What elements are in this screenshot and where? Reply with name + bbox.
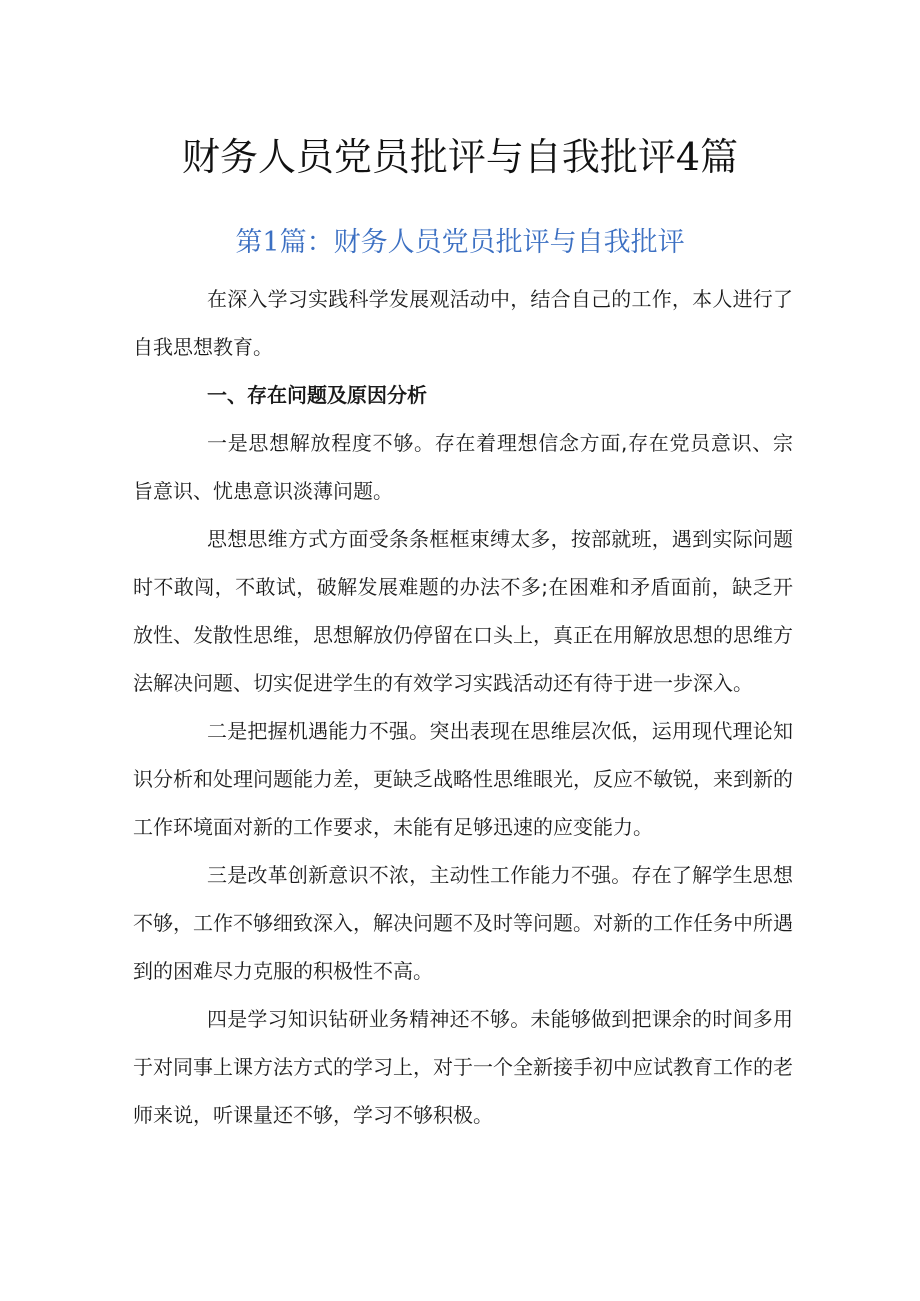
problem-paragraph: 二是把握机遇能力不强。突出表现在思维层次低，运用现代理论知识分析和处理问题能力差，更缺乏战略性思维眼光，反应不敏锐，来到新的工作环境面对新的工作要求，未能有足够迅速的应变能力。 xyxy=(133,719,793,839)
intro-paragraph: 在深入学习实践科学发展观活动中，结合自己的工作，本人进行了自我思想教育。 xyxy=(133,287,793,359)
problem-paragraph: 四是学习知识钻研业务精神还不够。未能够做到把课余的时间多用于对同事上课方法方式的学习上，对于一个全新接手初中应试教育工作的老师来说，听课量还不够，学习不够积极。 xyxy=(133,1007,793,1127)
document-title: 财务人员党员批评与自我批评4篇 xyxy=(181,135,739,179)
section-heading: 一、存在问题及原因分析 xyxy=(207,383,427,407)
section-title: 第1篇：财务人员党员批评与自我批评 xyxy=(235,227,685,258)
problem-paragraph: 一是思想解放程度不够。存在着理想信念方面,存在党员意识、宗旨意识、忧患意识淡薄问题。 xyxy=(133,431,793,503)
document-body xyxy=(133,275,793,1139)
problem-paragraph: 思想思维方式方面受条条框框束缚太多，按部就班，遇到实际问题时不敢闯，不敢试，破解发展难题的办法不多;在困难和矛盾面前，缺乏开放性、发散性思维，思想解放仍停留在口头上，真正在用解放思想的思维方法解决问题、切实促进学生的有效学习实践活动还有待于进一步深入。 xyxy=(133,527,793,695)
problem-paragraph: 三是改革创新意识不浓，主动性工作能力不强。存在了解学生思想不够，工作不够细致深入，解决问题不及时等问题。对新的工作任务中所遇到的困难尽力克服的积极性不高。 xyxy=(133,863,793,983)
